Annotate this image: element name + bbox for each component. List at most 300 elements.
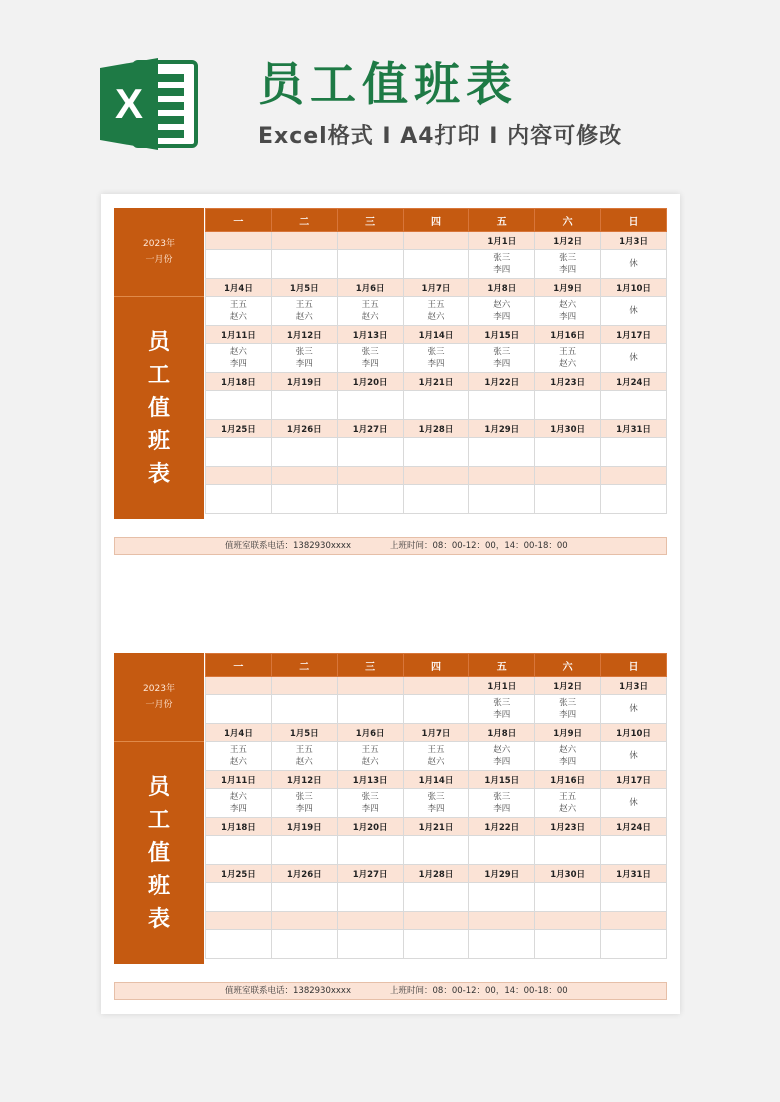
blank-cell [469, 912, 535, 930]
staff-cell [601, 695, 667, 724]
staff-cell [469, 883, 535, 912]
blank-cell [601, 930, 667, 959]
staff-name: 王五 [361, 300, 379, 310]
logo-letter: X [114, 80, 144, 127]
staff-row [206, 789, 667, 818]
staff-name: 李四 [559, 710, 577, 720]
date-cell: 1月7日 [403, 279, 469, 297]
staff-row [206, 836, 667, 865]
date-cell: 1月30日 [535, 420, 601, 438]
date-cell: 1月27日 [337, 865, 403, 883]
staff-cell [206, 391, 272, 420]
staff-cell [601, 789, 667, 818]
date-cell: 1月9日 [535, 279, 601, 297]
staff-cell [337, 789, 403, 818]
date-cell: 1月25日 [206, 865, 272, 883]
blank-cell [469, 467, 535, 485]
date-row [206, 677, 667, 695]
staff-cell [403, 742, 469, 771]
blank-cell [469, 930, 535, 959]
date-cell: 1月29日 [469, 865, 535, 883]
staff-cell [206, 789, 272, 818]
date-cell [403, 232, 469, 250]
staff-name: 李四 [493, 359, 511, 369]
staff-cell [403, 883, 469, 912]
date-cell: 1月12日 [271, 326, 337, 344]
staff-cell [469, 391, 535, 420]
staff-name: 赵六 [559, 300, 577, 310]
work-hours: 上班时间：08：00-12：00，14：00-18：00 [390, 541, 568, 551]
staff-name: 李四 [427, 359, 445, 369]
weekday-header: 一 [206, 654, 272, 677]
staff-row [206, 250, 667, 279]
staff-cell [469, 344, 535, 373]
blank-cell [535, 930, 601, 959]
schedule-footer [114, 982, 667, 1000]
schedule-body [206, 677, 667, 959]
staff-row [206, 742, 667, 771]
staff-name: 张三 [361, 347, 379, 357]
date-row [206, 279, 667, 297]
date-cell: 1月8日 [469, 279, 535, 297]
staff-cell [601, 883, 667, 912]
date-cell: 1月18日 [206, 818, 272, 836]
staff-name: 赵六 [559, 359, 577, 369]
staff-cell [271, 695, 337, 724]
staff-name: 张三 [493, 698, 511, 708]
weekday-header: 六 [535, 209, 601, 232]
staff-cell [601, 742, 667, 771]
date-cell: 1月17日 [601, 326, 667, 344]
side-title-char: 员 [147, 775, 170, 800]
date-cell [403, 677, 469, 695]
staff-cell [271, 344, 337, 373]
staff-cell [403, 695, 469, 724]
date-cell: 1月10日 [601, 724, 667, 742]
blank-cell [403, 930, 469, 959]
date-cell: 1月1日 [469, 232, 535, 250]
blank-cell [601, 467, 667, 485]
page-header [0, 0, 780, 180]
staff-row [206, 391, 667, 420]
staff-cell [206, 836, 272, 865]
staff-name: 休 [629, 306, 638, 316]
side-title-char: 值 [147, 841, 170, 866]
date-cell: 1月28日 [403, 420, 469, 438]
date-cell: 1月31日 [601, 865, 667, 883]
side-title-char: 班 [147, 874, 170, 899]
staff-name: 李四 [493, 312, 511, 322]
blank-cell [403, 485, 469, 514]
staff-name: 李四 [295, 359, 313, 369]
date-cell: 1月10日 [601, 279, 667, 297]
side-month-name: 一月份 [145, 700, 173, 710]
staff-name: 李四 [229, 359, 247, 369]
staff-name: 赵六 [229, 757, 247, 767]
staff-name: 休 [629, 798, 638, 808]
staff-name: 王五 [559, 792, 577, 802]
staff-cell [469, 438, 535, 467]
date-row [206, 865, 667, 883]
work-hours: 上班时间：08：00-12：00，14：00-18：00 [390, 986, 568, 996]
staff-cell [206, 883, 272, 912]
date-cell [337, 677, 403, 695]
date-cell: 1月12日 [271, 771, 337, 789]
date-cell [206, 677, 272, 695]
blank-cell [601, 485, 667, 514]
date-cell: 1月4日 [206, 279, 272, 297]
staff-cell [206, 250, 272, 279]
staff-name: 李四 [493, 710, 511, 720]
date-cell: 1月6日 [337, 724, 403, 742]
date-cell: 1月29日 [469, 420, 535, 438]
paper-sheet [101, 194, 680, 1014]
date-cell: 1月13日 [337, 771, 403, 789]
staff-name: 赵六 [427, 757, 445, 767]
staff-name: 李四 [493, 804, 511, 814]
blank-cell [535, 467, 601, 485]
date-cell: 1月3日 [601, 232, 667, 250]
date-cell: 1月16日 [535, 326, 601, 344]
staff-cell [337, 297, 403, 326]
side-vertical-title [114, 771, 204, 936]
staff-cell [271, 883, 337, 912]
staff-cell [271, 391, 337, 420]
date-cell: 1月24日 [601, 818, 667, 836]
date-cell: 1月22日 [469, 818, 535, 836]
staff-cell [469, 836, 535, 865]
date-cell: 1月19日 [271, 818, 337, 836]
staff-cell [206, 742, 272, 771]
date-cell: 1月18日 [206, 373, 272, 391]
date-cell: 1月27日 [337, 420, 403, 438]
side-title-char: 表 [147, 907, 170, 932]
schedule-table [205, 653, 667, 959]
staff-name: 张三 [427, 792, 445, 802]
staff-name: 休 [629, 751, 638, 761]
date-cell: 1月21日 [403, 373, 469, 391]
blank-cell [337, 912, 403, 930]
date-cell: 1月13日 [337, 326, 403, 344]
staff-name: 张三 [427, 347, 445, 357]
staff-name: 休 [629, 353, 638, 363]
date-row [206, 420, 667, 438]
staff-name: 赵六 [361, 757, 379, 767]
staff-cell [601, 297, 667, 326]
staff-cell [535, 836, 601, 865]
staff-name: 张三 [295, 347, 313, 357]
side-month-label [114, 236, 204, 268]
date-cell [337, 232, 403, 250]
staff-cell [271, 836, 337, 865]
staff-cell [206, 344, 272, 373]
staff-row [206, 344, 667, 373]
staff-cell [337, 438, 403, 467]
date-cell: 1月5日 [271, 279, 337, 297]
blank-row [206, 930, 667, 959]
contact-phone: 值班室联系电话：1382930xxxx [225, 541, 351, 551]
blank-cell [403, 467, 469, 485]
side-month-name: 一月份 [145, 255, 173, 265]
staff-cell [337, 742, 403, 771]
blank-cell [535, 912, 601, 930]
staff-cell [403, 438, 469, 467]
staff-cell [535, 438, 601, 467]
date-cell: 1月5日 [271, 724, 337, 742]
weekday-header-row [206, 654, 667, 677]
staff-cell [469, 297, 535, 326]
staff-cell [206, 438, 272, 467]
weekday-header: 二 [271, 209, 337, 232]
blank-cell [206, 912, 272, 930]
date-cell: 1月19日 [271, 373, 337, 391]
side-vertical-title [114, 326, 204, 491]
blank-cell [469, 485, 535, 514]
date-cell: 1月14日 [403, 326, 469, 344]
weekday-header: 日 [601, 209, 667, 232]
staff-name: 王五 [229, 300, 247, 310]
staff-name: 赵六 [295, 312, 313, 322]
side-month-year: 2023年 [143, 239, 175, 249]
date-cell: 1月11日 [206, 771, 272, 789]
excel-logo-icon [100, 58, 200, 150]
date-cell: 1月6日 [337, 279, 403, 297]
weekday-header: 三 [337, 209, 403, 232]
page-subtitle: Excel格式 I A4打印 I 内容可修改 [258, 124, 623, 149]
staff-name: 赵六 [493, 300, 511, 310]
side-panel [114, 653, 204, 964]
staff-cell [271, 789, 337, 818]
staff-cell [403, 391, 469, 420]
staff-cell [337, 344, 403, 373]
blank-cell [535, 485, 601, 514]
staff-cell [601, 438, 667, 467]
staff-name: 王五 [427, 745, 445, 755]
side-divider [114, 296, 204, 297]
staff-name: 李四 [361, 359, 379, 369]
staff-cell [403, 297, 469, 326]
page-title: 员工值班表 [258, 57, 518, 111]
date-row [206, 232, 667, 250]
weekday-header: 日 [601, 654, 667, 677]
date-row [206, 326, 667, 344]
staff-cell [337, 695, 403, 724]
date-cell: 1月4日 [206, 724, 272, 742]
contact-phone: 值班室联系电话：1382930xxxx [225, 986, 351, 996]
date-cell: 1月8日 [469, 724, 535, 742]
staff-cell [403, 789, 469, 818]
weekday-header: 四 [403, 654, 469, 677]
staff-name: 赵六 [493, 745, 511, 755]
blank-cell [271, 930, 337, 959]
staff-name: 赵六 [427, 312, 445, 322]
date-cell: 1月26日 [271, 420, 337, 438]
weekday-header: 三 [337, 654, 403, 677]
staff-cell [271, 742, 337, 771]
date-cell: 1月24日 [601, 373, 667, 391]
staff-cell [535, 297, 601, 326]
side-title-char: 班 [147, 429, 170, 454]
date-cell: 1月14日 [403, 771, 469, 789]
side-title-char: 员 [147, 330, 170, 355]
date-cell: 1月23日 [535, 818, 601, 836]
weekday-header: 五 [469, 654, 535, 677]
date-cell: 1月21日 [403, 818, 469, 836]
date-row [206, 818, 667, 836]
weekday-header: 六 [535, 654, 601, 677]
date-cell: 1月25日 [206, 420, 272, 438]
blank-row [206, 912, 667, 930]
staff-name: 赵六 [361, 312, 379, 322]
staff-name: 赵六 [229, 347, 247, 357]
date-cell [271, 232, 337, 250]
staff-name: 赵六 [229, 792, 247, 802]
staff-cell [535, 250, 601, 279]
date-cell: 1月16日 [535, 771, 601, 789]
date-cell: 1月20日 [337, 818, 403, 836]
blank-cell [206, 467, 272, 485]
side-month-year: 2023年 [143, 684, 175, 694]
staff-cell [271, 250, 337, 279]
date-cell: 1月2日 [535, 677, 601, 695]
staff-cell [469, 250, 535, 279]
staff-name: 张三 [493, 792, 511, 802]
date-cell: 1月31日 [601, 420, 667, 438]
staff-name: 李四 [493, 265, 511, 275]
staff-name: 李四 [493, 757, 511, 767]
staff-cell [337, 391, 403, 420]
weekday-header: 四 [403, 209, 469, 232]
blank-row [206, 485, 667, 514]
side-title-char: 值 [147, 396, 170, 421]
date-row [206, 771, 667, 789]
staff-cell [535, 344, 601, 373]
staff-name: 李四 [361, 804, 379, 814]
blank-cell [206, 930, 272, 959]
blank-cell [337, 467, 403, 485]
staff-cell [535, 789, 601, 818]
staff-name: 李四 [295, 804, 313, 814]
schedule-footer [114, 537, 667, 555]
staff-cell [271, 438, 337, 467]
staff-name: 李四 [427, 804, 445, 814]
date-cell: 1月22日 [469, 373, 535, 391]
side-divider [114, 741, 204, 742]
date-cell: 1月30日 [535, 865, 601, 883]
staff-name: 张三 [361, 792, 379, 802]
date-cell: 1月11日 [206, 326, 272, 344]
staff-row [206, 438, 667, 467]
staff-cell [535, 883, 601, 912]
staff-name: 李四 [559, 312, 577, 322]
staff-cell [271, 297, 337, 326]
staff-name: 赵六 [559, 804, 577, 814]
schedule-body [206, 232, 667, 514]
staff-name: 李四 [559, 757, 577, 767]
date-cell: 1月26日 [271, 865, 337, 883]
blank-cell [337, 930, 403, 959]
date-cell: 1月15日 [469, 771, 535, 789]
staff-row [206, 695, 667, 724]
weekday-header: 五 [469, 209, 535, 232]
date-row [206, 724, 667, 742]
weekday-header: 一 [206, 209, 272, 232]
staff-name: 王五 [229, 745, 247, 755]
staff-cell [337, 883, 403, 912]
staff-name: 赵六 [559, 745, 577, 755]
date-cell: 1月9日 [535, 724, 601, 742]
staff-cell [535, 742, 601, 771]
side-title-char: 工 [147, 363, 170, 388]
staff-cell [206, 297, 272, 326]
staff-name: 休 [629, 259, 638, 269]
staff-row [206, 883, 667, 912]
staff-name: 赵六 [229, 312, 247, 322]
staff-name: 李四 [229, 804, 247, 814]
staff-cell [403, 250, 469, 279]
staff-row [206, 297, 667, 326]
blank-cell [271, 485, 337, 514]
staff-cell [403, 344, 469, 373]
staff-name: 王五 [295, 745, 313, 755]
date-cell: 1月20日 [337, 373, 403, 391]
staff-name: 张三 [559, 253, 577, 263]
staff-cell [535, 695, 601, 724]
staff-name: 张三 [493, 253, 511, 263]
staff-name: 张三 [493, 347, 511, 357]
blank-cell [337, 485, 403, 514]
blank-cell [271, 912, 337, 930]
staff-cell [469, 695, 535, 724]
staff-cell [403, 836, 469, 865]
staff-name: 张三 [559, 698, 577, 708]
staff-name: 王五 [361, 745, 379, 755]
schedule-table [205, 208, 667, 514]
blank-cell [206, 485, 272, 514]
date-cell: 1月23日 [535, 373, 601, 391]
staff-name: 王五 [427, 300, 445, 310]
side-month-label [114, 681, 204, 713]
side-title-char: 表 [147, 462, 170, 487]
staff-name: 王五 [559, 347, 577, 357]
staff-cell [206, 695, 272, 724]
staff-cell [535, 391, 601, 420]
staff-name: 李四 [559, 265, 577, 275]
side-panel [114, 208, 204, 519]
staff-cell [469, 742, 535, 771]
staff-cell [469, 789, 535, 818]
date-row [206, 373, 667, 391]
date-cell: 1月28日 [403, 865, 469, 883]
blank-cell [271, 467, 337, 485]
date-cell: 1月1日 [469, 677, 535, 695]
staff-name: 休 [629, 704, 638, 714]
staff-cell [601, 836, 667, 865]
date-cell: 1月7日 [403, 724, 469, 742]
weekday-header-row [206, 209, 667, 232]
staff-name: 张三 [295, 792, 313, 802]
blank-row [206, 467, 667, 485]
staff-cell [337, 250, 403, 279]
side-title-char: 工 [147, 808, 170, 833]
date-cell: 1月15日 [469, 326, 535, 344]
weekday-header: 二 [271, 654, 337, 677]
staff-cell [601, 344, 667, 373]
blank-cell [403, 912, 469, 930]
date-cell [271, 677, 337, 695]
date-cell: 1月3日 [601, 677, 667, 695]
staff-name: 王五 [295, 300, 313, 310]
